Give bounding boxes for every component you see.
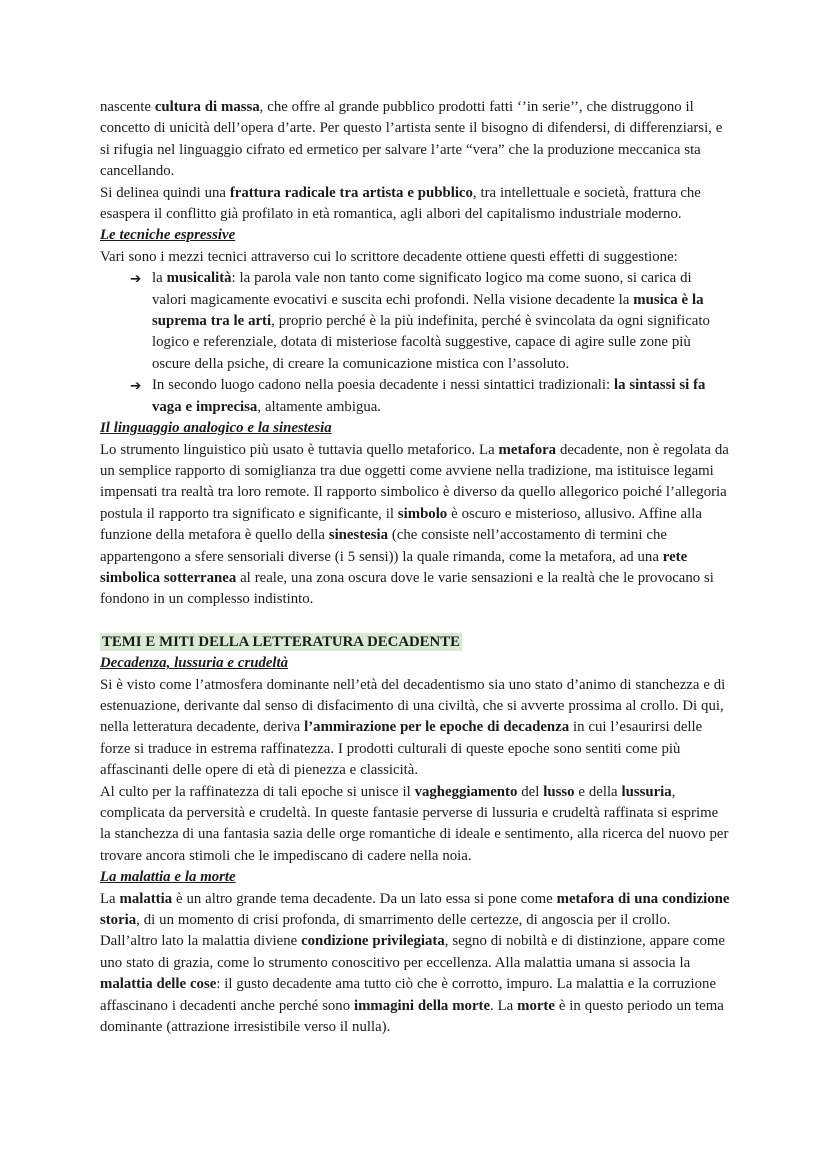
text-run: , complicata da perversità e crudeltà. In queste fantasie perverse di lussuria e crudeltà raffinata si esprime la stanchezza di una fantasia sazia delle orge romantiche di ideale e sentimento, alla ricerca del nuovo per trovare ancora stimoli che le impediscano di cadere nella noia. — [100, 783, 729, 864]
text-run: è oscuro e misterioso, allusivo. Affine alla funzione della metafora è quello della — [100, 505, 702, 544]
text-run: : la parola vale non tanto come significato logico ma come suono, si carica di valori magicamente evocativi e suscita echi profondi. Nella visione decadente la — [152, 270, 692, 308]
subheading — [100, 418, 730, 439]
text-run: e della — [574, 783, 622, 800]
bullet-item — [100, 375, 730, 418]
text-run: decadente, non è regolata da un semplice rapporto di somiglianza tra due oggetti come avviene nella tradizione, ma istituisce legami impensati tra realtà tra loro remote. Il rapporto simbolico è diverso da quello allegorico poiché l’allegoria postula il rapporto tra significato e significante, il — [100, 441, 729, 522]
text-run: è un altro grande tema decadente. Da un lato essa si pone come — [172, 890, 557, 907]
text-run: lusso — [543, 783, 575, 800]
text-run: l’ammirazione per le epoche di decadenza — [304, 719, 570, 736]
subheading — [100, 867, 730, 888]
subheading — [100, 225, 730, 246]
text-run: del — [517, 783, 544, 800]
text-run: Al culto per la raffinatezza di tali epoche si unisce il — [100, 783, 415, 800]
text-run: . La — [490, 997, 518, 1014]
text-run: in cui l’esaurirsi delle forze si traduce in estrema raffinatezza. I prodotti culturali di queste epoche sono sentiti come più affascinanti delle opere di età di pienezza e classicità. — [100, 719, 703, 779]
paragraph — [100, 675, 730, 782]
paragraph — [100, 183, 730, 226]
paragraph — [100, 889, 730, 1039]
text-run: , di un momento di crisi profonda, di smarrimento delle certezze, di angoscia per il crollo. Dall’altro lato la malattia diviene — [100, 912, 671, 950]
text-run: Si delinea quindi una — [100, 184, 230, 201]
text-run: , che offre al grande pubblico prodotti fatti ‘’in serie’’, che distruggono il concetto di unicità dell’opera d’arte. Per questo l’artista sente il bisogno di difendersi, di differenziarsi, e si rifugia nel linguaggio cifrato ed ermetico per salvare l’arte “vera” che la produzione meccanica sta cancellando. — [100, 99, 723, 180]
document-body — [100, 97, 730, 1038]
text-run: metafora di una condizione storia — [100, 890, 730, 929]
text-run: malattia delle cose — [100, 976, 217, 993]
text-run: cultura di massa — [154, 99, 260, 115]
text-run: la sintassi si fa vaga e imprecisa — [152, 377, 706, 415]
text-run: al reale, una zona oscura dove le varie sensazioni e la realtà che le provocano si fondono in un complesso indistinto. — [100, 569, 714, 608]
text-run: rete simbolica sotterranea — [100, 548, 688, 586]
text-run: lussuria — [621, 783, 672, 800]
text-run: , proprio perché è la più indefinita, perché è svincolata da ogni significato logico e referenziale, dotata di misteriose facoltà suggestive, capace di agire sulle zone più oscure della psiche, di creare la comunicazione mistica con l’assoluto. — [152, 313, 710, 372]
text-run: condizione privilegiata — [301, 933, 445, 950]
bullet-text — [152, 270, 710, 372]
text-run: nascente — [100, 99, 155, 115]
text-run: metafora — [498, 441, 557, 458]
paragraph — [100, 440, 730, 611]
text-run: musica è la suprema tra le arti — [152, 291, 704, 330]
text-run: la — [152, 270, 167, 287]
paragraph — [100, 97, 730, 183]
text-run: morte — [517, 997, 555, 1014]
text-run: Il linguaggio analogico e la sinestesia — [100, 420, 332, 437]
arrow-bullet-icon: ➔ — [130, 271, 142, 287]
text-run: In secondo luogo cadono nella poesia decadente i nessi sintattici tradizionali: — [152, 377, 614, 394]
text-run: Si è visto come l’atmosfera dominante nell’età del decadentismo sia uno stato d’animo di stanchezza e di estenuazione, derivante dal senso di disfacimento di una civiltà, che si avverte prossima al crollo. Di qui, nella letteratura decadente, deriva — [100, 676, 726, 736]
section-heading — [100, 632, 730, 653]
paragraph — [100, 782, 730, 868]
text-run: La — [100, 890, 120, 907]
arrow-bullet-icon: ➔ — [130, 378, 142, 394]
text-run: La malattia e la morte — [100, 869, 236, 886]
text-run: Vari sono i mezzi tecnici attraverso cui lo scrittore decadente ottiene questi effetti di suggestione: — [100, 248, 678, 265]
highlighted-text — [100, 633, 462, 651]
bullet-item — [100, 268, 730, 375]
text-run: TEMI E MITI DELLA LETTERATURA DECADENTE — [102, 633, 460, 650]
text-run: Le tecniche espressive — [100, 227, 236, 244]
text-run: frattura radicale tra artista e pubblico — [229, 184, 473, 201]
paragraph — [100, 247, 730, 268]
text-run: immagini della morte — [354, 997, 491, 1014]
text-run: musicalità — [166, 270, 232, 287]
text-run: (che consiste nell’accostamento di termini che appartengono a sfere sensoriali diverse (i 5 sensi)) la quale rimanda, come la metafora, ad una — [100, 527, 667, 565]
text-run: Lo strumento linguistico più usato è tuttavia quello metaforico. La — [100, 441, 499, 458]
text-run: sinestesia — [328, 527, 389, 544]
text-run: è in questo periodo un tema dominante (attrazione irresistibile verso il nulla). — [100, 997, 724, 1036]
text-run: Decadenza, lussuria e crudeltà — [100, 655, 289, 672]
subheading — [100, 653, 730, 674]
text-run: vagheggiamento — [414, 783, 518, 800]
text-run: , tra intellettuale e società, frattura che esaspera il conflitto già profilato in età romantica, agli albori del capitalismo industriale moderno. — [100, 184, 701, 223]
text-run: simbolo — [397, 505, 448, 522]
text-run: , altamente ambigua. — [257, 398, 382, 415]
text-run: : il gusto decadente ama tutto ciò che è corrotto, impuro. La malattia e la corruzione affascinano i decadenti anche perché sono — [100, 976, 717, 1014]
text-run: , segno di nobiltà e di distinzione, appare come uno stato di grazia, come lo strumento conoscitivo per eccellenza. Alla malattia umana si associa la — [100, 933, 725, 971]
text-run: malattia — [119, 890, 173, 907]
bullet-text — [152, 377, 705, 414]
